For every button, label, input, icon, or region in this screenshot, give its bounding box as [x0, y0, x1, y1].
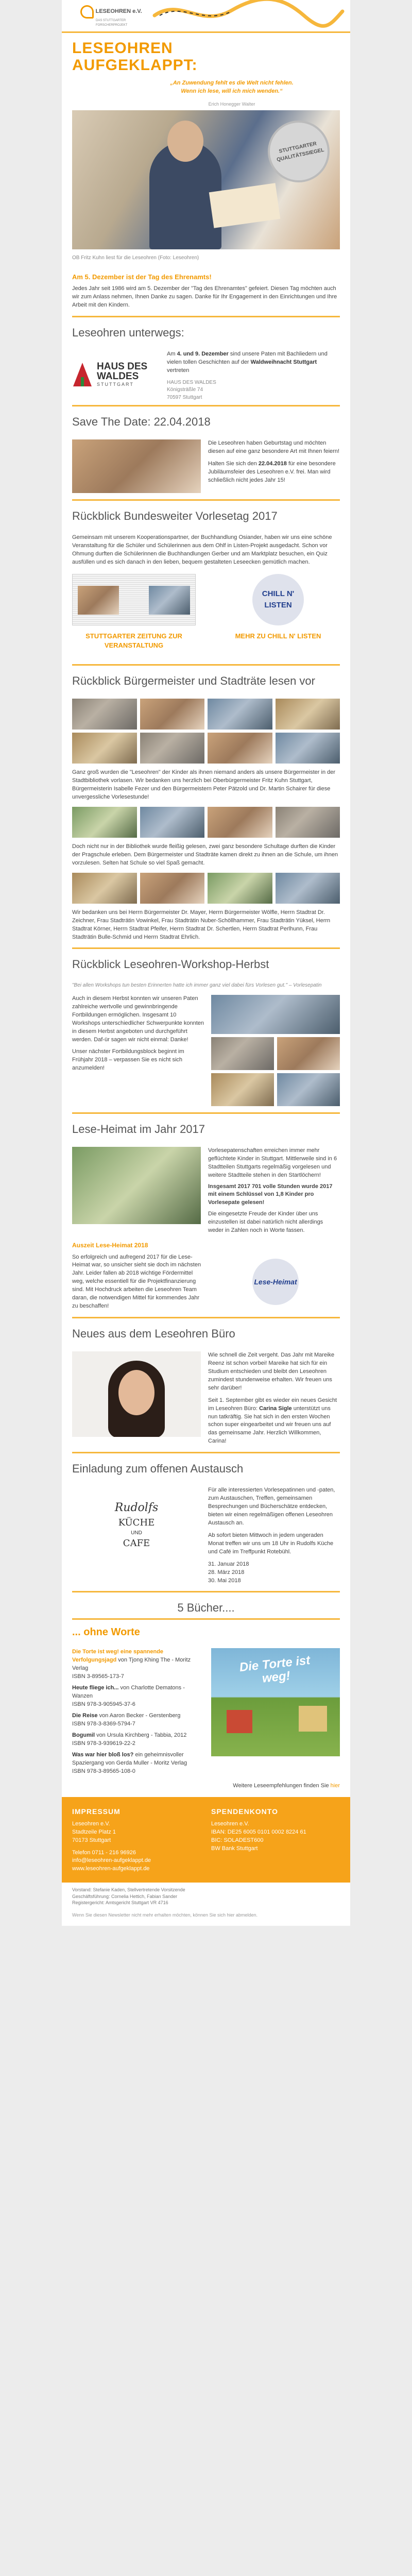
tree-icon: [72, 362, 93, 387]
austausch-section: [62, 1480, 350, 1591]
buero-title: Neues aus dem Leseohren Büro: [72, 1327, 235, 1341]
austausch-date: 30. Mai 2018: [208, 1577, 241, 1584]
book-list: [72, 1648, 204, 1775]
savedate-section: [62, 433, 350, 499]
photo-grid-2: [72, 807, 340, 838]
hero-photo: [72, 110, 340, 249]
header: [62, 0, 350, 33]
clipping-photo-2: [149, 586, 190, 615]
newspaper-clipping: [72, 574, 196, 625]
haus-des-waldes-logo[interactable]: [72, 350, 160, 399]
event-photo: [140, 733, 205, 764]
event-photo: [276, 873, 340, 904]
chill-badge: [252, 574, 304, 625]
impressum-line: Leseohren e.V.: [72, 1820, 110, 1827]
more-recommendations: Weitere Leseempfehlungen finden Sie hier: [233, 1782, 340, 1789]
austausch-date: 31. Januar 2018: [208, 1561, 249, 1567]
book-info: ein geheimnisvoller Spaziergang von Gerda Muller - Moritz Verlag: [72, 1751, 187, 1766]
book-info: von Ursula Kirchberg - Tabbia, 2012: [96, 1732, 187, 1738]
workshop-photo: [277, 1037, 340, 1070]
hero: [62, 33, 350, 255]
workshop-photo: [211, 1073, 274, 1106]
book-item: [72, 1732, 204, 1748]
cover-house: [227, 1710, 252, 1733]
brand-name: LESEOHREN e.V.: [95, 8, 142, 15]
vorlesetag-body: Gemeinsam mit unserem Kooperationspartner, der Buchhandlung Osiander, haben wir uns eine schöne Veranstaltung für die Schüler und Schülerinnen aus dem Ohlf in Listen-Projekt ausgedacht. Schon vor Ohmung durften die Schülerinnen die Buchhandlungen Gerber und am Marktplatz besuchen, ein Quiz ausfüllen und es sich danach in den lieben, bequem gestalteten Leseecken gemütlich machen.: [72, 534, 332, 565]
event-photo: [72, 699, 137, 730]
hero-title-2: AUFGEKLAPPT:: [72, 56, 198, 74]
event-photo: [208, 699, 272, 730]
email-link[interactable]: info@leseohren-aufgeklappt.de: [72, 1857, 151, 1864]
book-info: von Aaron Becker - Gerstenberg: [99, 1712, 181, 1719]
staff-portrait: [72, 1351, 201, 1437]
legal-line: Registergericht: Amtsgericht Stuttgart VR 4716: [72, 1900, 168, 1905]
heimat-p2: Insgesamt 2017 701 volle Stunden wurde 2017 mit einem Schlüssel von 1,8 Kinder pro Vorlesepate gelesen!: [208, 1183, 333, 1206]
event-photo: [208, 873, 272, 904]
newsletter: [62, 0, 350, 1926]
brand-sub: DAS STUTTGARTER FORSCHERPROJEKT: [96, 19, 128, 27]
heimat-subtitle: Auszeit Lese-Heimat 2018: [72, 1242, 148, 1249]
spendenkonto: [211, 1806, 340, 1873]
more-link[interactable]: hier: [330, 1782, 340, 1789]
buecher-section: [62, 1642, 350, 1782]
book-title: Bogumil: [72, 1732, 95, 1738]
spenden-line: BW Bank Stuttgart: [211, 1845, 258, 1852]
book-cover[interactable]: [211, 1648, 340, 1756]
rudolfs-logo-line4: CAFE: [123, 1538, 150, 1549]
savedate-p2: Halten Sie sich den 22.04.2018 für eine besondere Jubiläumsfeier des Leseohren e.V. frei. Man wird schließlich nicht jedes Jahr 15!: [208, 460, 336, 483]
spenden-line: Leseohren e.V.: [211, 1820, 249, 1827]
header-wave-decoration: [62, 0, 350, 31]
photo-grid-3: [72, 873, 340, 904]
hero-title-1: LESEOHREN: [72, 40, 173, 57]
book-isbn: ISBN 978-3-939619-22-2: [72, 1740, 135, 1747]
book-isbn: ISBN 978-3-905945-37-6: [72, 1701, 135, 1707]
reader-head: [167, 121, 203, 162]
book-item: [72, 1684, 204, 1709]
hero-caption: OB Fritz Kuhn liest für die Leseohren (Foto: Leseohren): [72, 255, 199, 261]
badge-line2: LISTEN: [264, 600, 292, 609]
logo-line2: WALDES: [97, 370, 139, 382]
impressum: [72, 1806, 201, 1873]
lese-heimat-logo: [252, 1259, 299, 1305]
austausch-date: 28. März 2018: [208, 1569, 245, 1575]
hero-quote: „An Zuwendung fehlt es die Welt nicht fehlen. Wenn ich lese, will ich mich wenden.“: [170, 80, 294, 94]
spenden-title: SPENDENKONTO: [211, 1807, 278, 1816]
event-photo: [140, 807, 205, 838]
clipping-photo: [78, 586, 119, 615]
zeitung-link[interactable]: STUTTGARTER ZEITUNG ZUR VERANSTALTUNG: [85, 632, 182, 650]
vorlesetag-section: [62, 528, 350, 657]
event-photo: [72, 807, 137, 838]
event-photo: [72, 873, 137, 904]
quality-seal: [268, 121, 330, 182]
workshop-p1: Auch in diesem Herbst konnten wir unseren Paten zahlreiche wertvolle und gewinnbringende Fortbildungen ermöglichen. Insgesamt 10 Workshops unterschiedlicher Schwerpunkte konnten in diesem Herbst angeboten und durchgeführt werden. Daf-ür sagen wir nicht einmal: Danke!: [72, 995, 204, 1043]
heimat-photo: [72, 1147, 201, 1224]
chill-link[interactable]: MEHR ZU CHILL N' LISTEN: [235, 632, 321, 640]
legal-line: Geschäftsführung: Cornelia Hettich, Fabian Sander: [72, 1893, 178, 1899]
heimat-title: Lese-Heimat im Jahr 2017: [72, 1122, 205, 1136]
book-info: von Charlotte Dematons - Wanzen: [72, 1685, 185, 1700]
rudolfs-logo-line2: KÜCHE: [118, 1517, 155, 1528]
unterwegs-title: Leseohren unterwegs:: [72, 326, 184, 340]
workshop-section: [62, 976, 350, 1112]
spenden-line: BIC: SOLADEST600: [211, 1837, 264, 1843]
book-item: [72, 1712, 204, 1728]
buecher-subtitle: ... ohne Worte: [72, 1626, 140, 1638]
heimat-section: [62, 1141, 350, 1317]
event-photo: [208, 807, 272, 838]
spenden-line: IBAN: DE25 6005 0101 0002 8224 61: [211, 1828, 306, 1835]
workshop-photo: [277, 1073, 340, 1106]
heimat-p4: So erfolgreich und aufregend 2017 für die Lese-Heimat war, so unsicher sieht sie doch im nächsten Jahr. Leider fallen ab 2018 wichtige Fördermittel weg, welche essentiell für die Projektfinanzierung sind. Mit Hochdruck arbeiten die Leseohren Team daran, die notwendigen Mittel für kommendes Jahr zu beschaffen!: [72, 1253, 201, 1310]
workshop-title: Rückblick Leseohren-Workshop-Herbst: [72, 958, 269, 971]
heimat-p1: Vorlesepatenschaften erreichen immer mehr geflüchtete Kinder in Stuttgart. Mittlerweile sind in 6 Stadtteilen Stuttgarts regelmäßig vorgelesen und weitere Stadtteile stehen in den Startlöchern!: [208, 1147, 337, 1178]
austausch-p1: Für alle interessierten Vorlesepatinnen und -paten, zum Austauschen, Treffen, gemeinsamen Besprechungen und Bücherschätze entdecken, bieten wir einen regelmäßigen offenen Leseohren Austausch an.: [208, 1487, 335, 1526]
book-cover-title: Die Torte ist weg!: [238, 1653, 311, 1686]
intro-body: Jedes Jahr seit 1986 wird am 5. Dezember der "Tag des Ehrenamtes" gefeiert. Diesen Tag möchten auch wir zum Anlass nehmen, Ihnen Danke zu sagen. Danke für Ihr Engagement in den Einrichtungen und Ihre Arbeit mit den Kindern.: [72, 285, 337, 309]
event-photo: [72, 733, 137, 764]
event-photo: [208, 733, 272, 764]
buergermeister-p3: Wir bedanken uns bei Herrn Bürgermeister Dr. Mayer, Herrn Bürgermeister Wölfle, Herrn Stadtrat Dr. Zeichner, Frau Stadträtin Vowinkel, Frau Stadträtin Nuber-Schöllhammer, Frau Stadträtin Yüksel, Herrn Stadtrat Körner, Herrn Stadtrat Pfeifer, Herrn Stadtrat Dr. Schertlen, Herrn Stadtrat Perlhunn, Frau Stadträtin Bulle-Schmid und Herrn Stadtrat Ehrlich.: [72, 909, 331, 940]
buecher-title: 5 Bücher....: [177, 1601, 235, 1615]
workshop-quote: "Bei allen Workshops tun besten Erinnerten hatte ich immer ganz viel dabei fürs Vorlesen gut." – Vorlesepatin: [72, 982, 322, 989]
impressum-title: IMPRESSUM: [72, 1807, 121, 1816]
workshop-p2: Unser nächster Fortbildungsblock beginnt im Frühjahr 2018 – verpassen Sie es nicht sich anzumelden!: [72, 1048, 184, 1072]
book-title: Heute fliege ich...: [72, 1685, 119, 1691]
buero-p2: Seit 1. September gibt es wieder ein neues Gesicht im Leseohren Büro: Carina Sigle unterstützt uns nun tatkräftig. Sie hat sich in den ersten Wochen schon super eingearbeitet und wir freuen uns auf das gemeinsame Jahr. Herzlich Willkommen, Carina!: [208, 1397, 337, 1445]
event-photo: [276, 807, 340, 838]
savedate-p1: Die Leseohren haben Geburtstag und möchten diesen auf eine ganz besondere Art mit Ihnen feiern!: [208, 439, 340, 454]
impressum-phone: Telefon 0711 - 216 96926: [72, 1849, 136, 1856]
legal-line: Vorstand: Stefanie Kaden, Stellvertretende Vorsitzende: [72, 1887, 185, 1893]
workshop-photo: [211, 1037, 274, 1070]
portrait-face: [118, 1370, 154, 1415]
book-isbn: ISBN 3-89565-173-7: [72, 1673, 124, 1680]
buergermeister-p1: Ganz groß wurden die "Leseohren" der Kinder als ihnen niemand anders als unsere Bürgermeister in der Stadtbibliothek vorlasen. Wir bedanken uns herzlich bei Oberbürgermeister Fritz Kuhn Stuttgart, Bürgermeisterin Isabelle Fezer und den Bürgermeistern Peter Pätzold und Dr. Martin Schairer für diese unvergessliche Vorlesestunde!: [72, 769, 336, 800]
unterwegs-section: [62, 344, 350, 405]
unterwegs-address: HAUS DES WALDES Königsträßle 74 70597 Stuttgart: [167, 379, 216, 400]
intro-headline: Am 5. Dezember ist der Tag des Ehrenamts!: [72, 273, 212, 281]
event-photo: [276, 699, 340, 730]
buergermeister-title: Rückblick Bürgermeister und Stadträte lesen vor: [72, 674, 315, 688]
footer: [62, 1797, 350, 1883]
impressum-line: 70173 Stuttgart: [72, 1837, 111, 1843]
event-photo: [276, 733, 340, 764]
book-title: Die Reise: [72, 1712, 98, 1719]
book-item: [72, 1751, 204, 1776]
cover-house: [299, 1706, 327, 1732]
intro-section: [62, 266, 350, 316]
rudolfs-logo-line1: Rudolfs: [114, 1501, 159, 1514]
book-title: Was war hier bloß los?: [72, 1751, 134, 1758]
impressum-line: Stadtzeile Platz 1: [72, 1828, 116, 1835]
buergermeister-p2: Doch nicht nur in der Bibliothek wurde fleißig gelesen, zwei ganz besondere Schultage durften die Kinder der Pragschule erleben. Dem Bürgermeister und Stadträte kamen direkt zu ihnen an die Schule, um ihnen vorzulesen. Selten hat Schule so viel Spaß gemacht.: [72, 843, 338, 866]
heimat-p3: Die eingesetzte Freude der Kinder über uns einzustellen ist dabei natürlich nicht allerdings weder in Zahlen noch in Worte fassen.: [208, 1211, 323, 1234]
book-isbn: ISBN 978-3-8369-5794-7: [72, 1720, 135, 1727]
buero-section: [62, 1345, 350, 1452]
unsubscribe-note[interactable]: Wenn Sie diesen Newsletter nicht mehr erhalten möchten, können Sie sich hier abmelden.: [72, 1912, 258, 1918]
buergermeister-section: [62, 692, 350, 947]
savedate-photo: [72, 439, 201, 493]
workshop-photo: [211, 995, 340, 1034]
unterwegs-text: Am 4. und 9. Dezember sind unsere Paten mit Bachliedern und vielen tollen Geschichten auf der Waldweihnacht Stuttgart vertreten: [167, 351, 328, 374]
logo-line3: STUTTGART: [97, 381, 134, 387]
photo-grid-1: [72, 699, 340, 764]
austausch-p2: Ab sofort bieten Mittwoch in jedem ungeraden Monat treffen wir uns um 18 Uhr in Rudolfs Küche und Café im Treffpunkt Rotebühl.: [208, 1532, 334, 1555]
austausch-title: Einladung zum offenen Austausch: [72, 1462, 244, 1476]
vorlesetag-title: Rückblick Bundesweiter Vorlesetag 2017: [72, 509, 278, 522]
seal-text: STUTTGARTER QUALITÄTSSIEGEL: [276, 141, 325, 163]
logo-line1: HAUS DES: [97, 361, 148, 372]
book-info: von Tjong Khing The - Moritz Verlag: [72, 1657, 191, 1672]
book-isbn: ISBN 978-3-89565-108-0: [72, 1768, 135, 1774]
buero-p1: Wie schnell die Zeit vergeht. Das Jahr mit Mareike Reenz ist schon vorbei! Mareike hat sich für ein Studium entschieden und bleibt den Leseohren zumindest stundenweise erhalten. Wir freuen uns sehr darüber!: [208, 1351, 335, 1391]
rudolfs-logo-line3: UND: [131, 1530, 142, 1536]
rudolfs-logo: [72, 1486, 201, 1564]
badge-line1: CHILL N': [262, 589, 295, 598]
hero-quote-author: Erich Honegger Walter: [208, 101, 255, 107]
web-link[interactable]: www.leseohren-aufgeklappt.de: [72, 1866, 150, 1872]
savedate-title: Save The Date: 22.04.2018: [72, 415, 211, 429]
legal: [62, 1883, 350, 1911]
event-photo: [140, 699, 205, 730]
book-item: [72, 1648, 204, 1681]
lese-heimat-logo-text: Lese-Heimat: [254, 1278, 297, 1286]
book-title: Die Torte ist weg! eine spannende Verfolgungsjagd: [72, 1649, 164, 1664]
event-photo: [140, 873, 205, 904]
